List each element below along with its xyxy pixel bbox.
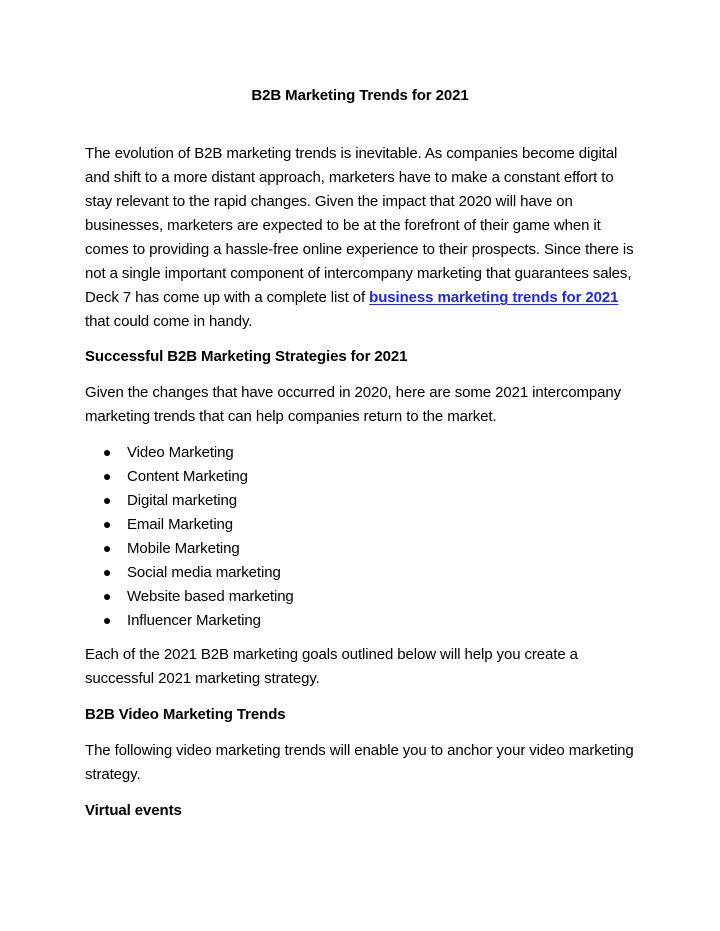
list-item-label: Digital marketing xyxy=(127,492,238,509)
list-item xyxy=(102,465,635,489)
bullet-icon xyxy=(104,546,110,552)
list-item-label: Content Marketing xyxy=(127,468,248,485)
bullet-icon xyxy=(104,450,110,456)
list-item-label: Email Marketing xyxy=(127,516,234,533)
bullet-icon xyxy=(104,570,110,576)
goals-paragraph: Each of the 2021 B2B marketing goals outlined below will help you create a successful 2021 marketing strategy. xyxy=(85,646,578,687)
marketing-types-list xyxy=(85,441,635,633)
virtual-events-heading: Virtual events xyxy=(85,802,182,819)
list-item-label: Influencer Marketing xyxy=(127,612,261,629)
list-item-label: Mobile Marketing xyxy=(127,540,240,557)
list-item xyxy=(102,441,635,465)
list-item xyxy=(102,489,635,513)
document-body xyxy=(85,84,635,835)
list-item xyxy=(102,561,635,585)
intro-text-after-link: that could come in handy. xyxy=(85,313,253,330)
intro-paragraph xyxy=(85,142,635,334)
strategies-heading: Successful B2B Marketing Strategies for 2021 xyxy=(85,348,408,365)
video-marketing-heading: B2B Video Marketing Trends xyxy=(85,706,286,723)
list-item xyxy=(102,537,635,561)
list-item-label: Video Marketing xyxy=(127,444,234,461)
bullet-icon xyxy=(104,498,110,504)
bullet-icon xyxy=(104,522,110,528)
bullet-icon xyxy=(104,594,110,600)
list-item xyxy=(102,609,635,633)
list-item-label: Website based marketing xyxy=(127,588,294,605)
list-item xyxy=(102,585,635,609)
strategies-paragraph: Given the changes that have occurred in 2020, here are some 2021 intercompany marketing trends that can help companies return to the market. xyxy=(85,384,621,425)
list-item xyxy=(102,513,635,537)
document-title: B2B Marketing Trends for 2021 xyxy=(251,87,469,104)
bullet-icon xyxy=(104,474,110,480)
bullet-icon xyxy=(104,618,110,624)
business-marketing-trends-link[interactable]: business marketing trends for 2021 xyxy=(369,289,619,306)
video-marketing-paragraph: The following video marketing trends will enable you to anchor your video marketing strategy. xyxy=(85,742,634,783)
intro-text-before-link: The evolution of B2B marketing trends is inevitable. As companies become digital and shift to a more distant approach, marketers have to make a constant effort to stay relevant to the rapid changes. Given the impact that 2020 will have on businesses, marketers are expected to be at the forefront of their game when it comes to providing a hassle-free online experience to their prospects. Since there is not a single important component of intercompany marketing that guarantees sales, Deck 7 has come up with a complete list of xyxy=(85,145,634,306)
list-item-label: Social media marketing xyxy=(127,564,281,581)
